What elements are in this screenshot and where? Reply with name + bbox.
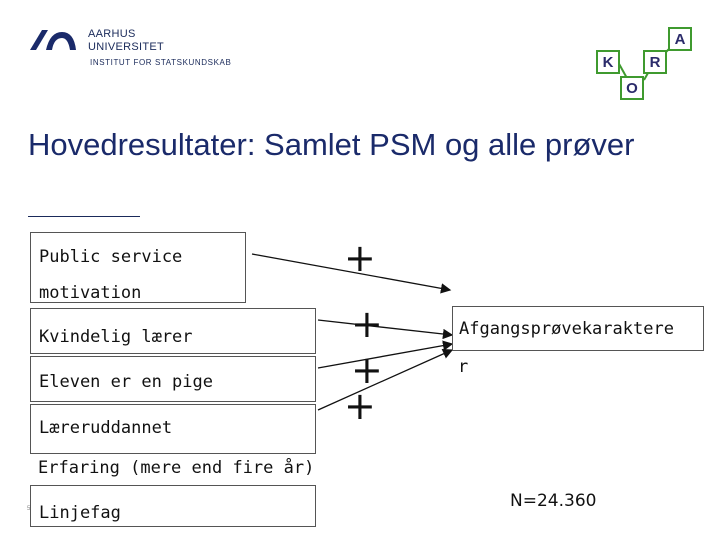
sign-kvindelig: + [351, 302, 383, 346]
institute-name: INSTITUT FOR STATSKUNDSKAB [90, 58, 232, 67]
arrow-pige [318, 344, 452, 368]
predictor-label-pige: Eleven er en pige [39, 372, 213, 392]
predictor-box-linjefag [30, 485, 316, 527]
predictor-label-erfaring: Erfaring (mere end fire år) [38, 458, 315, 478]
arrow-kvindelig [318, 320, 452, 335]
outcome-label-line1: Afgangsprøvekaraktere [459, 319, 674, 339]
predictor-label-uddannet: Læreruddannet [39, 418, 173, 438]
kora-logo-letter-r: R [643, 50, 667, 74]
predictor-box-psm [30, 232, 246, 303]
arrow-uddannet [318, 350, 452, 410]
kora-logo-letter-a: A [668, 27, 692, 51]
predictor-box-uddannet [30, 404, 316, 454]
sign-uddannet: + [344, 384, 376, 428]
university-name-line1: AARHUS [88, 28, 136, 40]
predictor-label-linjefag: Linjefag [39, 503, 121, 523]
predictor-label-kvindelig: Kvindelig lærer [39, 327, 193, 347]
outcome-label-line2: r [458, 357, 469, 377]
slide-title: Hovedresultater: Samlet PSM og alle prøver [28, 127, 635, 162]
predictor-box-kvindelig [30, 308, 316, 354]
predictor-label-psm-line1: Public service [39, 247, 183, 267]
kora-logo-letter-k: K [596, 50, 620, 74]
kora-logo-letter-o: O [620, 76, 644, 100]
outcome-box [452, 306, 704, 351]
predictor-label-psm-line2: motivation [39, 283, 142, 303]
sample-size-label: N=24.360 [510, 491, 597, 511]
sign-psm: + [344, 236, 376, 280]
university-name-line2: UNIVERSITET [88, 41, 165, 53]
sign-pige: + [351, 348, 383, 392]
predictor-box-pige [30, 356, 316, 402]
slide-number: 5 [27, 506, 31, 512]
